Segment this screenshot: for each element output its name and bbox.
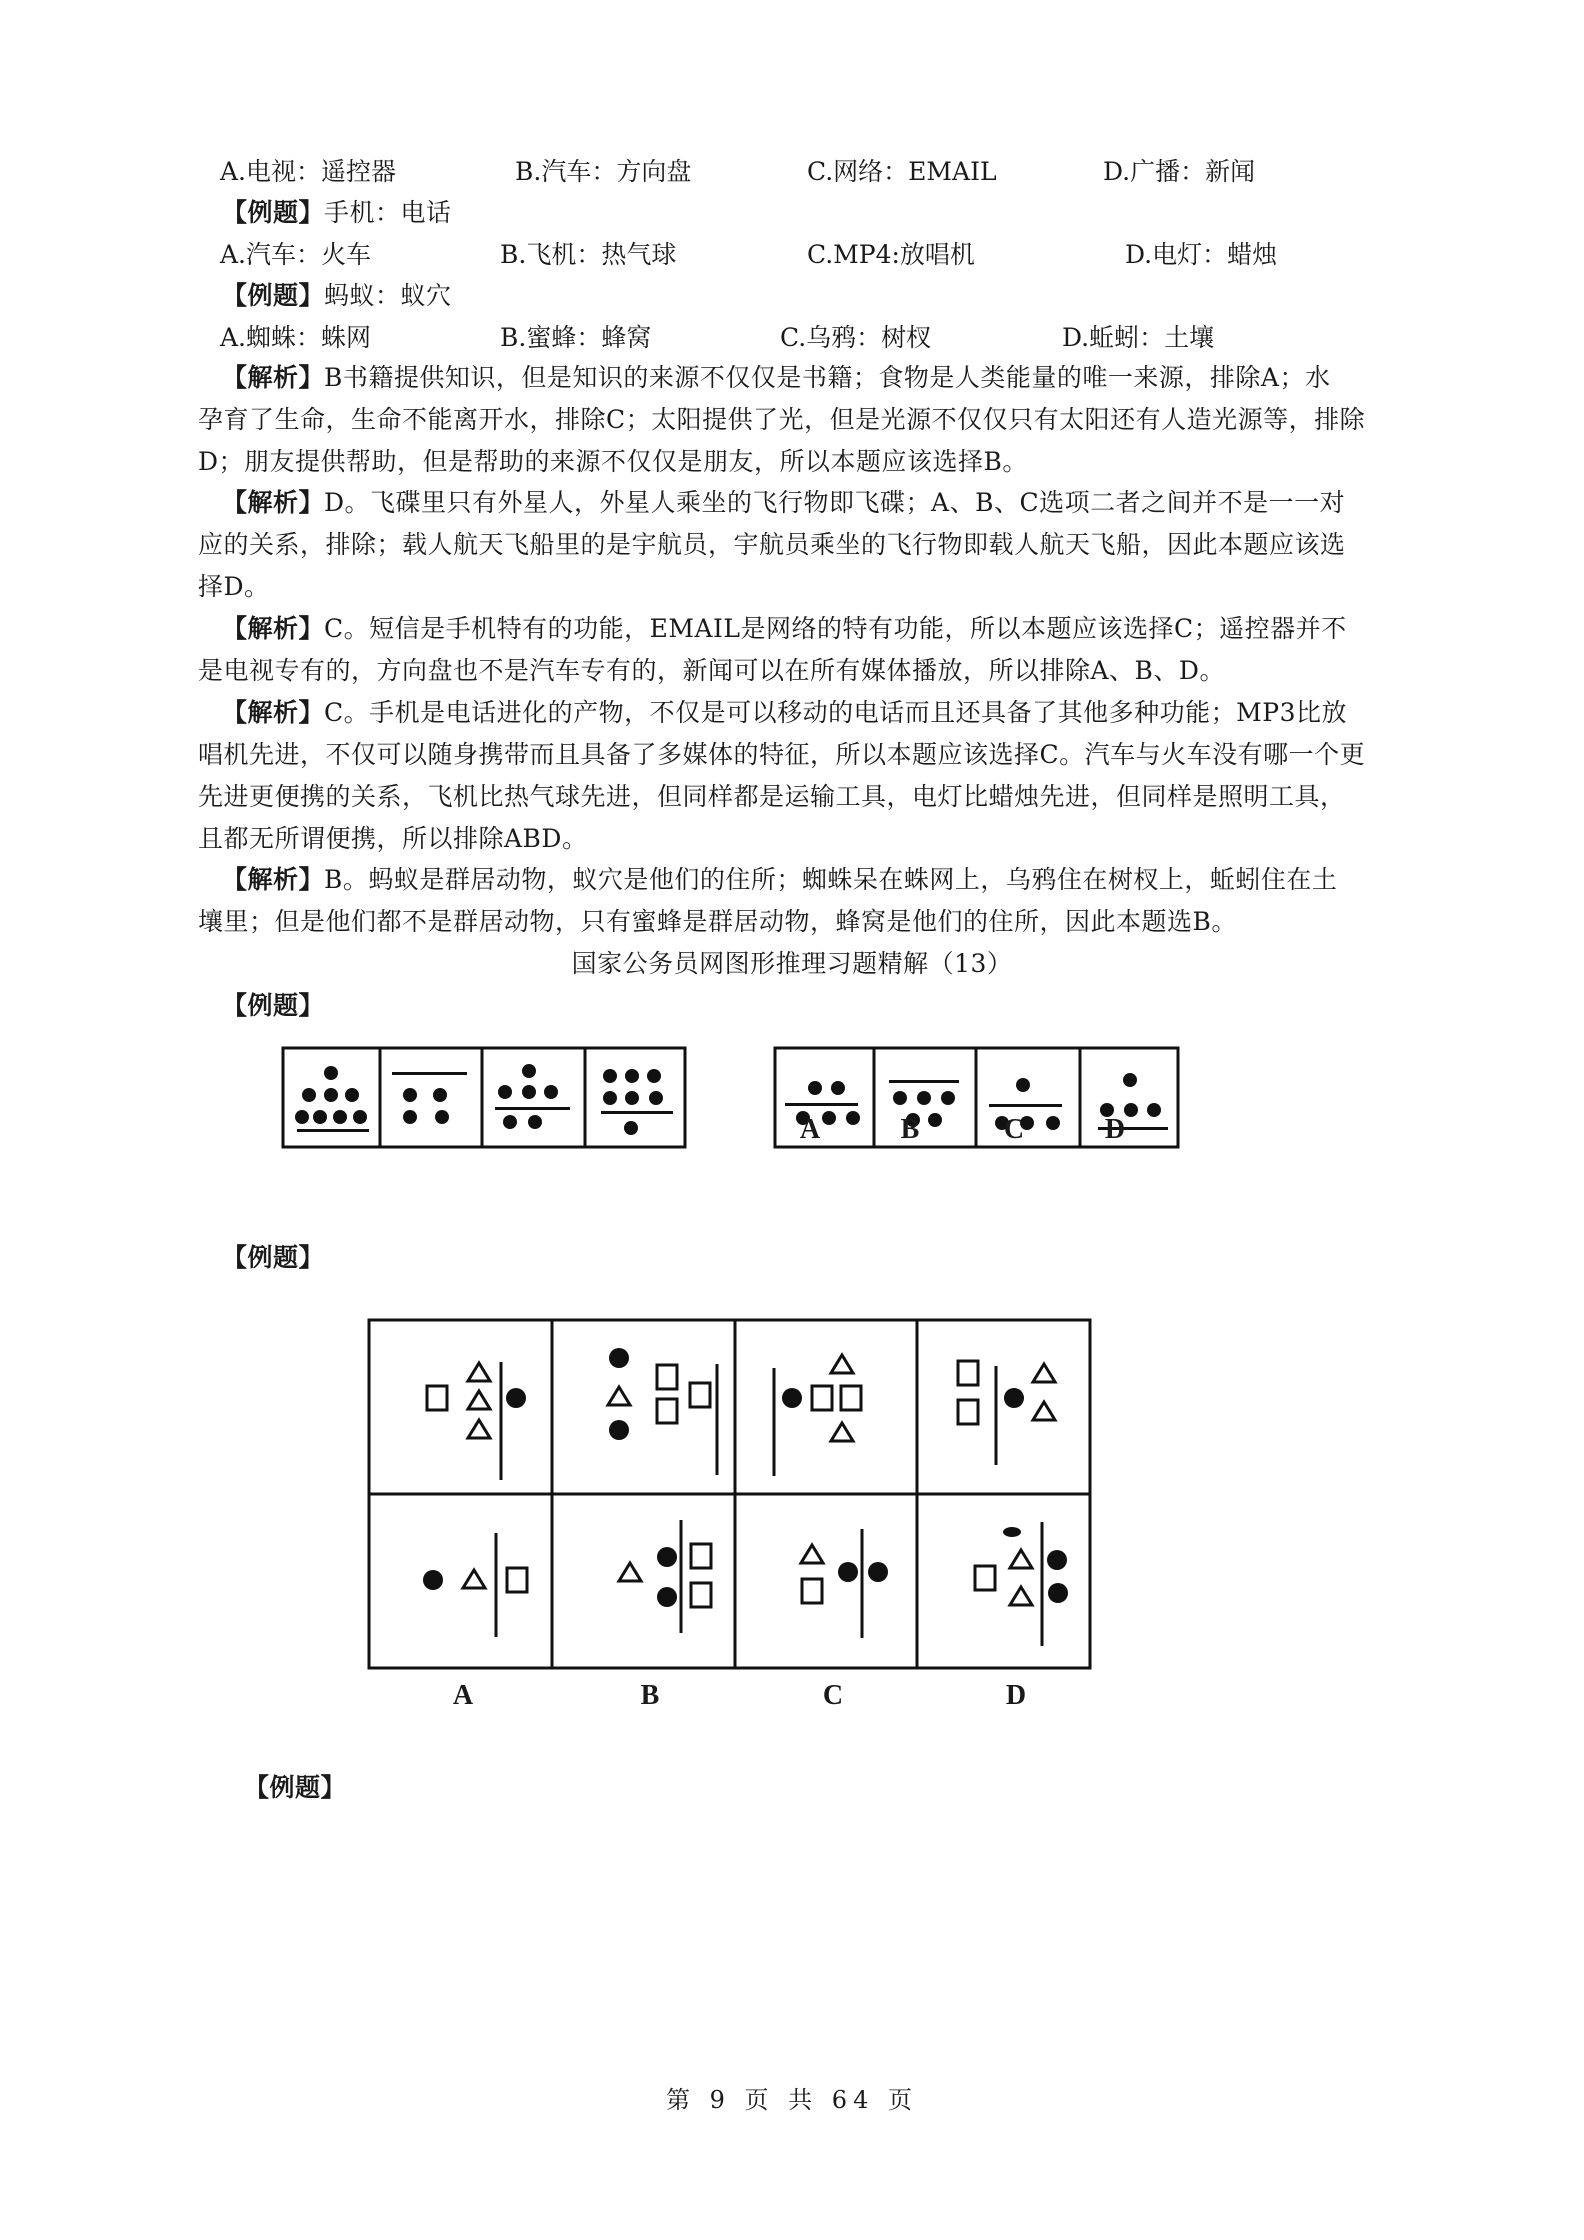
analysis-text: 唱机先进，不仅可以随身携带而且具备了多媒体的特征，所以本题应该选择C。汽车与火车没有哪一个更 [198,740,1366,769]
option-b: B.蜜蜂：蜂窝 [500,323,652,352]
shape-puzzle-figure [360,1310,1100,1680]
analysis-label: 【解析】 [222,363,325,392]
analysis-label: 【解析】 [222,614,325,643]
option-caption-d: D [1104,1114,1126,1145]
option-caption-a: A [799,1114,821,1145]
analysis-text: 是电视专有的，方向盘也不是汽车专有的，新闻可以在所有媒体播放，所以排除A、B、D。 [198,656,1225,685]
analysis-text: 择D。 [198,572,270,601]
analysis-text: B书籍提供知识，但是知识的来源不仅仅是书籍；食物是人类能量的唯一来源，排除A；水 [324,363,1331,392]
option-d: D.广播：新闻 [1103,157,1256,186]
section-title: 国家公务员网图形推理习题精解（13） [571,949,1013,978]
page-footer: 第 9 页 共 64 页 [666,2086,918,2114]
example-label: 【例题】 [244,1773,347,1802]
option-caption-c: C [1003,1114,1025,1145]
example-question [222,197,452,229]
option-b: B.汽车：方向盘 [515,157,692,186]
analysis-text: D。飞碟里只有外星人，外星人乘坐的飞行物即飞碟；A、B、C选项二者之间并不是一一对 [324,488,1346,517]
example-stem: 手机：电话 [324,198,452,227]
option-d: D.电灯：蜡烛 [1125,240,1278,269]
option-caption-c: C [822,1680,844,1711]
option-c: C.网络：EMAIL [807,157,997,186]
example-label: 【例题】 [222,991,325,1020]
analysis-text: C。短信是手机特有的功能，EMAIL是网络的特有功能，所以本题应该选择C；遥控器并不 [324,614,1347,643]
example-label: 【例题】 [222,1243,325,1272]
analysis-text: 孕育了生命，生命不能离开水，排除C；太阳提供了光，但是光源不仅仅只有太阳还有人造光源等，排除 [198,405,1366,434]
example-stem: 蚂蚁：蚁穴 [324,281,452,310]
analysis-line [222,487,1345,519]
dot-puzzle-figure [270,1040,1220,1190]
option-caption-b: B [900,1114,920,1145]
option-b: B.飞机：热气球 [500,240,677,269]
option-a: A.蜘蛛：蛛网 [220,323,372,352]
option-caption-a: A [452,1680,474,1711]
analysis-text: 先进更便携的关系，飞机比热气球先进，但同样都是运输工具，电灯比蜡烛先进，但同样是照明工具， [198,782,1346,811]
analysis-label: 【解析】 [222,865,325,894]
analysis-label: 【解析】 [222,488,325,517]
analysis-line [222,362,1330,394]
option-a: A.汽车：火车 [220,240,372,269]
option-a: A.电视：遥控器 [220,157,397,186]
analysis-text: 壤里；但是他们都不是群居动物，只有蜜蜂是群居动物，蜂窝是他们的住所，因此本题选B。 [198,907,1237,936]
analysis-text: C。手机是电话进化的产物，不仅是可以移动的电话而且还具备了其他多种功能；MP3比放 [324,698,1347,727]
example-label: 【例题】 [222,198,325,227]
option-caption-d: D [1005,1680,1027,1711]
option-c: C.MP4:放唱机 [807,240,975,269]
option-d: D.蚯蚓：土壤 [1062,323,1215,352]
example-question [222,280,452,312]
analysis-text: 应的关系，排除；载人航天飞船里的是宇航员，宇航员乘坐的飞行物即载人航天飞船，因此本题应该选 [198,530,1346,559]
analysis-label: 【解析】 [222,698,325,727]
option-caption-b: B [640,1680,660,1711]
analysis-text: D；朋友提供帮助，但是帮助的来源不仅仅是朋友，所以本题应该选择B。 [198,447,1028,476]
analysis-line [222,613,1347,645]
option-c: C.乌鸦：树杈 [780,323,932,352]
analysis-line [222,864,1337,896]
analysis-text: 且都无所谓便携，所以排除ABD。 [198,824,588,853]
analysis-text: B。蚂蚁是群居动物，蚁穴是他们的住所；蜘蛛呆在蛛网上，乌鸦住在树杈上，蚯蚓住在土 [324,865,1338,894]
example-label: 【例题】 [222,281,325,310]
analysis-line [222,697,1347,729]
